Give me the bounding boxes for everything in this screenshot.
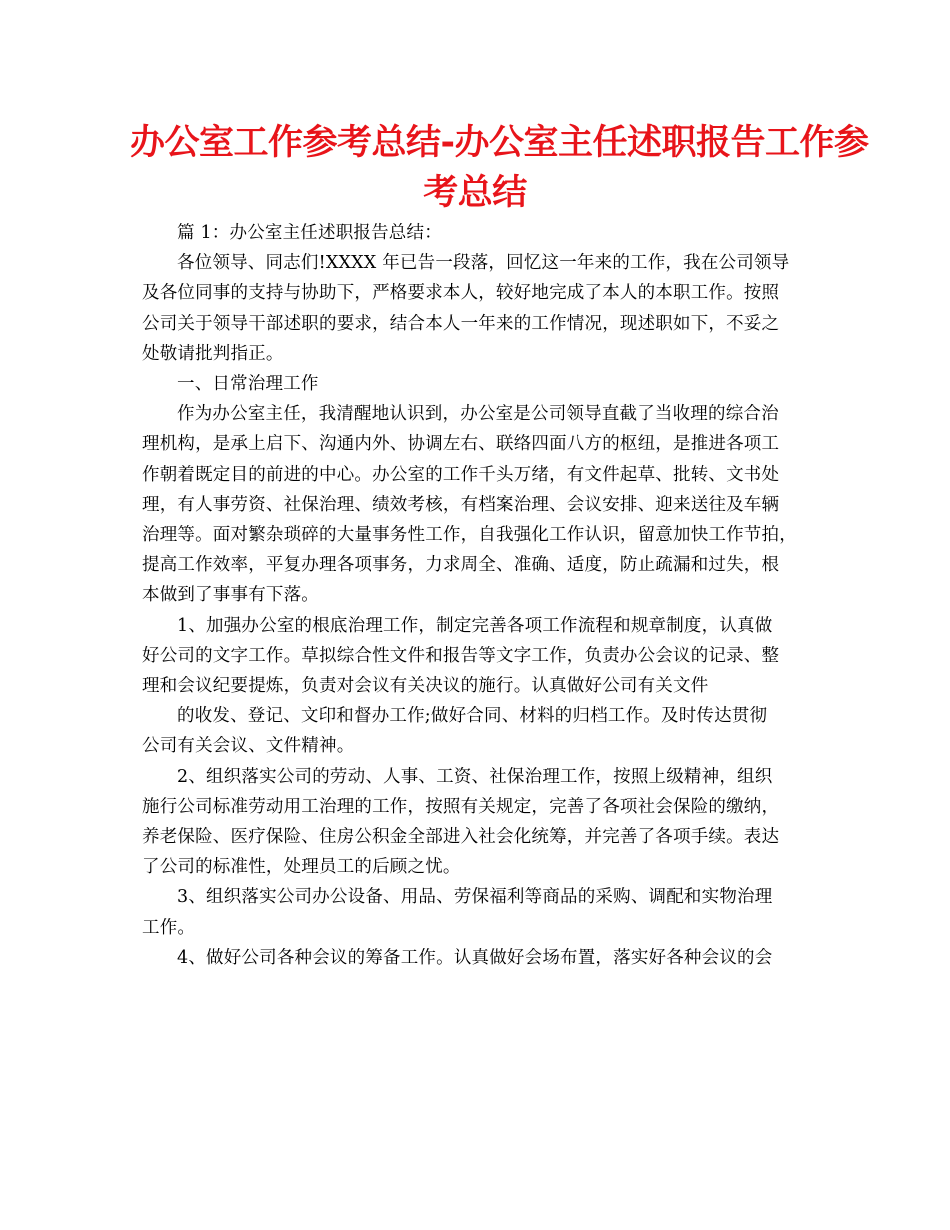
title-line-2: 考总结: [423, 173, 527, 213]
body-line: 施行公司标准劳动用工治理的工作，按照有关规定，完善了各项社会保险的缴纳，: [142, 796, 780, 817]
body-line: 处敬请批判指正。: [142, 343, 284, 364]
body-line: 的收发、登记、文印和督办工作;做好合同、材料的归档工作。及时传达贯彻: [177, 706, 768, 727]
body-line: 了公司的标准性，处理员工的后顾之忧。: [142, 857, 461, 878]
body-line: 公司有关会议、文件精神。: [142, 736, 355, 757]
body-line: 提高工作效率，平复办理各项事务，力求周全、准确、适度，防止疏漏和过失，根: [142, 555, 780, 576]
body-line: 作为办公室主任，我清醒地认识到，办公室是公司领导直截了当收理的综合治: [177, 404, 779, 425]
body-line: 3、组织落实公司办公设备、用品、劳保福利等商品的采购、调配和实物治理: [177, 887, 773, 908]
body-line: 公司关于领导干部述职的要求，结合本人一年来的工作情况，现述职如下，不妥之: [142, 313, 780, 334]
body-line: 各位领导、同志们!XXXX 年已告一段落，回忆这一年来的工作，我在公司领导: [177, 253, 790, 274]
body-line: 治理等。面对繁杂琐碎的大量事务性工作，自我强化工作认识，留意加快工作节拍，: [142, 525, 797, 546]
document-title: [130, 118, 869, 218]
body-line: 2、组织落实公司的劳动、人事、工资、社保治理工作，按照上级精神，组织: [177, 766, 773, 787]
body-line: 一、日常治理工作: [177, 374, 319, 395]
body-line: 理和会议纪要提炼，负责对会议有关决议的施行。认真做好公司有关文件: [142, 676, 709, 697]
body-line: 养老保险、医疗保险、住房公积金全部进入社会化统筹，并完善了各项手续。表达: [142, 827, 780, 848]
body-line: 4、做好公司各种会议的筹备工作。认真做好会场布置，落实好各种会议的会: [177, 947, 773, 968]
body-line: 本做到了事事有下落。: [142, 585, 319, 606]
body-line: 工作。: [142, 917, 196, 938]
body-line: 1、加强办公室的根底治理工作，制定完善各项工作流程和规章制度，认真做: [177, 615, 773, 636]
title-line-1: 办公室工作参考总结-办公室主任述职报告工作参: [130, 123, 869, 163]
body-line: 及各位同事的支持与协助下，严格要求本人，较好地完成了本人的本职工作。按照: [142, 283, 780, 304]
document-body: [142, 218, 810, 973]
body-line: 理，有人事劳资、社保治理、绩效考核，有档案治理、会议安排、迎来送往及车辆: [142, 494, 780, 515]
body-line: 好公司的文字工作。草拟综合性文件和报告等文字工作，负责办公会议的记录、整: [142, 645, 780, 666]
body-line: 作朝着既定目的前进的中心。办公室的工作千头万绪，有文件起草、批转、文书处: [142, 464, 780, 485]
body-line: 理机构，是承上启下、沟通内外、协调左右、联络四面八方的枢纽，是推进各项工: [142, 434, 780, 455]
body-line: 篇 1：办公室主任述职报告总结：: [177, 223, 442, 243]
